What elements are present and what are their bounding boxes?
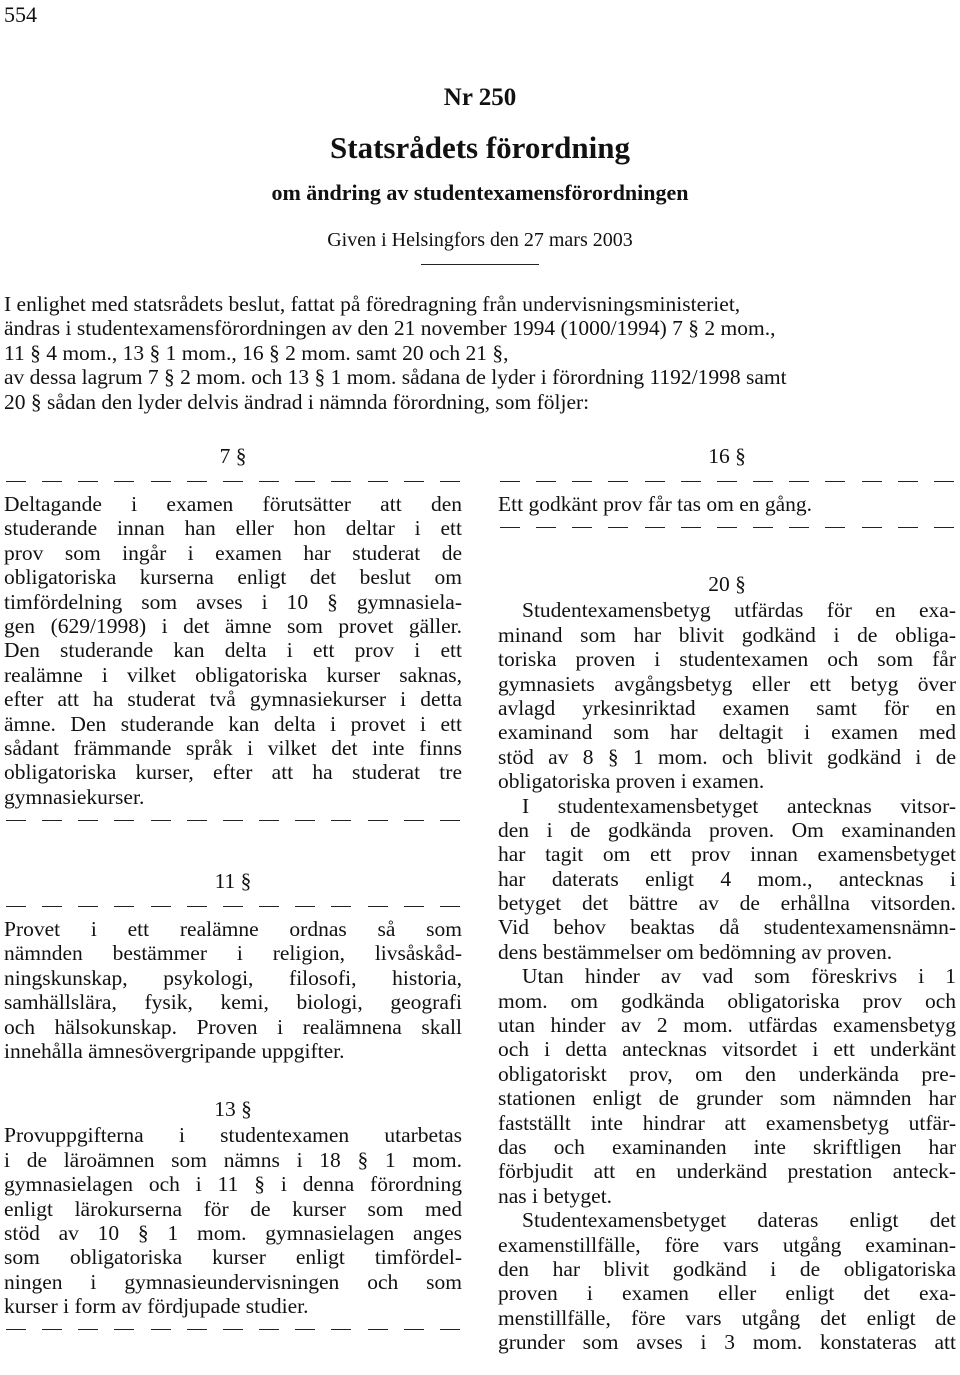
dash-mark xyxy=(223,481,243,482)
dash-mark xyxy=(114,481,134,482)
text-line: Provet i ett realämne ordnas så som xyxy=(4,917,462,942)
statute-number: Nr 250 xyxy=(443,84,517,111)
dash-mark xyxy=(42,481,62,482)
dash-mark xyxy=(753,527,773,528)
text-line: avlagd yrkesinriktad examen samt för en xyxy=(498,695,956,720)
text-line: och i detta antecknas vitsordet i ett underkänt xyxy=(498,1037,956,1062)
dash-mark xyxy=(404,820,424,821)
section-11-text xyxy=(4,917,462,1063)
section-7-heading: 7 § xyxy=(219,444,247,468)
text-line: obligatoriskt prov, om den underkända pre- xyxy=(498,1061,956,1086)
dash-mark xyxy=(78,820,98,821)
dash-mark xyxy=(331,906,351,907)
left-column xyxy=(4,440,462,1341)
text-line: efter att ha studerat två gymnasiekurser i detta xyxy=(4,687,462,712)
dash-mark xyxy=(368,820,388,821)
preamble-line: 20 § sådan den lyder delvis ändrad i nämnda förordning, som följer: xyxy=(4,389,590,414)
dash-mark xyxy=(114,1329,134,1330)
text-line: obligatoriska kurser, efter att ha studerat tre xyxy=(4,760,462,785)
section-13-heading: 13 § xyxy=(214,1097,252,1122)
dash-mark xyxy=(368,481,388,482)
dash-mark xyxy=(114,820,134,821)
dash-mark xyxy=(572,527,592,528)
text-line: nämnden bestämmer i religion, livsåskåd- xyxy=(4,941,462,966)
dash-mark xyxy=(295,481,315,482)
dash-mark xyxy=(187,820,207,821)
text-line: I studentexamensbetyget antecknas vitsor- xyxy=(522,793,956,818)
dash-mark xyxy=(368,906,388,907)
dash-mark xyxy=(681,481,701,482)
dash-mark xyxy=(223,1329,243,1330)
dash-mark xyxy=(331,820,351,821)
section-20-heading: 20 § xyxy=(708,572,746,597)
text-line: obligatoriska kurserna enligt det beslut om xyxy=(4,565,462,590)
dash-mark xyxy=(78,1329,98,1330)
dash-mark xyxy=(42,1329,62,1330)
dash-mark xyxy=(6,481,26,482)
text-line: timfördelning som avses i 10 § gymnasiela- xyxy=(4,589,462,614)
dash-mark xyxy=(151,481,171,482)
text-line: kurser i form av fördjupade studier. xyxy=(4,1294,309,1319)
omission-dashes xyxy=(4,809,462,831)
text-line: toriska proven i studentexamen och som får xyxy=(498,647,956,672)
dash-mark xyxy=(645,481,665,482)
text-line: gymnasiekurser. xyxy=(4,784,145,809)
dash-mark xyxy=(295,906,315,907)
omission-dashes xyxy=(498,470,956,492)
dash-mark xyxy=(151,1329,171,1330)
text-line: mom. om godkända obligatoriska prov och xyxy=(498,988,956,1013)
text-line: realämne i vilket obligatoriska kurser saknas, xyxy=(4,662,462,687)
text-line: ningskunskap, psykologi, filosofi, historia, xyxy=(4,965,462,990)
text-line: den har blivit godkänd i de obligatoriska xyxy=(498,1256,956,1281)
dash-mark xyxy=(404,481,424,482)
dash-mark xyxy=(572,481,592,482)
dash-mark xyxy=(295,820,315,821)
text-line: menstillfälle, före vars utgång det enligt de xyxy=(498,1305,956,1330)
text-line: Provuppgifterna i studentexamen utarbetas xyxy=(4,1123,462,1148)
dash-mark xyxy=(259,481,279,482)
text-line: obligatoriska proven i examen. xyxy=(498,769,765,794)
text-line: stöd av 8 § 1 mom. och blivit godkänd i de xyxy=(498,744,956,769)
text-line: Vid behov beaktas då studentexamensnämn- xyxy=(498,915,956,940)
text-line: gymnasiets avgångsbetyg eller ett betyg över xyxy=(498,671,956,696)
text-line: stationen enligt de grunder som nämnden har xyxy=(498,1086,956,1111)
dash-mark xyxy=(187,906,207,907)
text-line: proven i examen eller enligt det exa- xyxy=(498,1281,956,1306)
text-line: gen (629/1998) i det ämne som provet gäller. xyxy=(4,613,462,638)
section-20-paragraph-3 xyxy=(498,964,956,1208)
dash-mark xyxy=(151,820,171,821)
dash-mark xyxy=(608,481,628,482)
section-20-paragraph-4 xyxy=(498,1208,956,1354)
section-13-text xyxy=(4,1123,462,1318)
page-subtitle: om ändring av studentexamensförordningen xyxy=(271,180,689,205)
text-line: Ett godkänt prov får tas om en gång. xyxy=(498,492,813,516)
text-line: grunder som avses i 3 mom. konstateras att xyxy=(498,1330,956,1355)
text-line: studerande innan han eller hon deltar i ett xyxy=(4,516,462,541)
text-line: har tagit om ett prov innan examensbetyget xyxy=(498,842,956,867)
preamble-line: I enlighet med statsrådets beslut, fattat på föredragning från undervisningsministeriet, xyxy=(4,292,741,316)
dash-mark xyxy=(6,1329,26,1330)
preamble-line: ändras i studentexamensförordningen av den 21 november 1994 (1000/1994) 7 § 2 mom., xyxy=(4,316,776,341)
dash-mark xyxy=(42,906,62,907)
dash-mark xyxy=(223,906,243,907)
dash-mark xyxy=(42,820,62,821)
text-line: Studentexamensbetyget dateras enligt det xyxy=(522,1208,956,1233)
text-line: minand som har blivit godkänd i de obliga- xyxy=(498,622,956,647)
dash-mark xyxy=(331,1329,351,1330)
text-line: och hälsokunskap. Proven i realämnena skall xyxy=(4,1014,462,1039)
omission-dashes xyxy=(498,516,956,538)
dash-mark xyxy=(78,481,98,482)
dash-mark xyxy=(536,527,556,528)
dash-mark xyxy=(223,820,243,821)
text-line: utan hinder av 2 mom. utfärdas examensbetyg xyxy=(498,1013,956,1038)
text-line: nas i betyget. xyxy=(498,1183,613,1208)
section-20-paragraph-2 xyxy=(498,794,956,965)
dash-mark xyxy=(404,1329,424,1330)
text-line: enligt lärokurserna för de kurser som med xyxy=(4,1196,462,1221)
dash-mark xyxy=(114,906,134,907)
dash-mark xyxy=(78,906,98,907)
dash-mark xyxy=(6,906,26,907)
dash-mark xyxy=(6,820,26,821)
omission-dashes xyxy=(4,895,462,917)
dash-mark xyxy=(717,527,737,528)
dash-mark xyxy=(259,820,279,821)
text-line: den i de godkända proven. Om examinanden xyxy=(498,817,956,842)
dash-mark xyxy=(789,481,809,482)
dash-mark xyxy=(440,906,460,907)
preamble xyxy=(4,292,958,414)
given-date-line: Given i Helsingfors den 27 mars 2003 xyxy=(327,229,633,251)
dash-mark xyxy=(825,481,845,482)
preamble-line: 11 § 4 mom., 13 § 1 mom., 16 § 2 mom. samt 20 och 21 §, xyxy=(4,340,509,365)
dash-mark xyxy=(681,527,701,528)
dash-mark xyxy=(717,481,737,482)
dash-mark xyxy=(862,527,882,528)
dash-mark xyxy=(500,481,520,482)
dash-mark xyxy=(753,481,773,482)
dash-mark xyxy=(259,1329,279,1330)
text-line: Den studerande kan delta i ett prov i ett xyxy=(4,638,462,663)
section-20-paragraph-1 xyxy=(498,598,956,793)
dash-mark xyxy=(898,481,918,482)
text-line: ämne. Den studerande kan delta i provet i ett xyxy=(4,711,462,736)
dash-mark xyxy=(187,1329,207,1330)
dash-mark xyxy=(404,906,424,907)
dash-mark xyxy=(825,527,845,528)
dash-mark xyxy=(789,527,809,528)
dash-mark xyxy=(187,481,207,482)
dash-mark xyxy=(331,481,351,482)
text-line: examinand som har deltagit i examen med xyxy=(498,720,956,745)
text-line: ningen i gymnasieundervisningen och som xyxy=(4,1269,462,1294)
dash-mark xyxy=(440,1329,460,1330)
dash-mark xyxy=(259,906,279,907)
dash-mark xyxy=(645,527,665,528)
dash-mark xyxy=(934,527,954,528)
page-title: Statsrådets förordning xyxy=(330,130,630,165)
text-line: i de läroämnen som nämns i 18 § 1 mom. xyxy=(4,1147,462,1172)
text-line: prov som ingår i examen har studerat de xyxy=(4,540,462,565)
dash-mark xyxy=(368,1329,388,1330)
text-line: examenstillfälle, före vars utgång examinan- xyxy=(498,1232,956,1257)
dash-mark xyxy=(862,481,882,482)
dash-mark xyxy=(440,820,460,821)
text-line: betyget det bättre av de erhållna vitsorden. xyxy=(498,891,956,916)
dash-mark xyxy=(295,1329,315,1330)
dash-mark xyxy=(151,906,171,907)
dash-mark xyxy=(608,527,628,528)
text-line: som obligatoriska kurser enligt timfördel- xyxy=(4,1245,462,1270)
text-line: gymnasielagen och i 11 § i denna förordning xyxy=(4,1172,462,1197)
preamble-line: av dessa lagrum 7 § 2 mom. och 13 § 1 mom. sådana de lyder i förordning 1192/1998 samt xyxy=(4,365,787,390)
text-line: förbjudit att en underkänd prestation anteck- xyxy=(498,1159,956,1184)
page-number: 554 xyxy=(4,2,37,27)
text-line: Deltagande i examen förutsätter att den xyxy=(4,492,462,516)
section-16-text xyxy=(498,492,956,516)
text-line: samhällslära, fysik, kemi, biologi, geografi xyxy=(4,990,462,1015)
text-line: fastställt inte hindrar att examensbetyg utfär- xyxy=(498,1110,956,1135)
section-11-heading: 11 § xyxy=(214,869,252,894)
dash-mark xyxy=(500,527,520,528)
dash-mark xyxy=(934,481,954,482)
section-7-text xyxy=(4,492,462,809)
section-16-heading: 16 § xyxy=(708,444,746,468)
dash-mark xyxy=(898,527,918,528)
dash-mark xyxy=(440,481,460,482)
omission-dashes xyxy=(4,470,462,492)
title-rule xyxy=(421,264,539,265)
text-line: stöd av 10 § 1 mom. gymnasielagen anges xyxy=(4,1220,462,1245)
text-line: Utan hinder av vad som föreskrivs i 1 xyxy=(522,964,956,989)
omission-dashes xyxy=(4,1319,462,1341)
text-line: Studentexamensbetyg utfärdas för en exa- xyxy=(522,598,956,623)
text-line: sådant främmande språk i vilket det inte finns xyxy=(4,735,462,760)
text-line: innehålla ämnesövergripande uppgifter. xyxy=(4,1039,345,1064)
text-line: har daterats enligt 4 mom., antecknas i xyxy=(498,866,956,891)
dash-mark xyxy=(536,481,556,482)
text-line: das och examinanden inte skriftligen har xyxy=(498,1134,956,1159)
text-line: dens bestämmelser om bedömning av proven. xyxy=(498,939,893,964)
right-column xyxy=(498,440,956,1355)
